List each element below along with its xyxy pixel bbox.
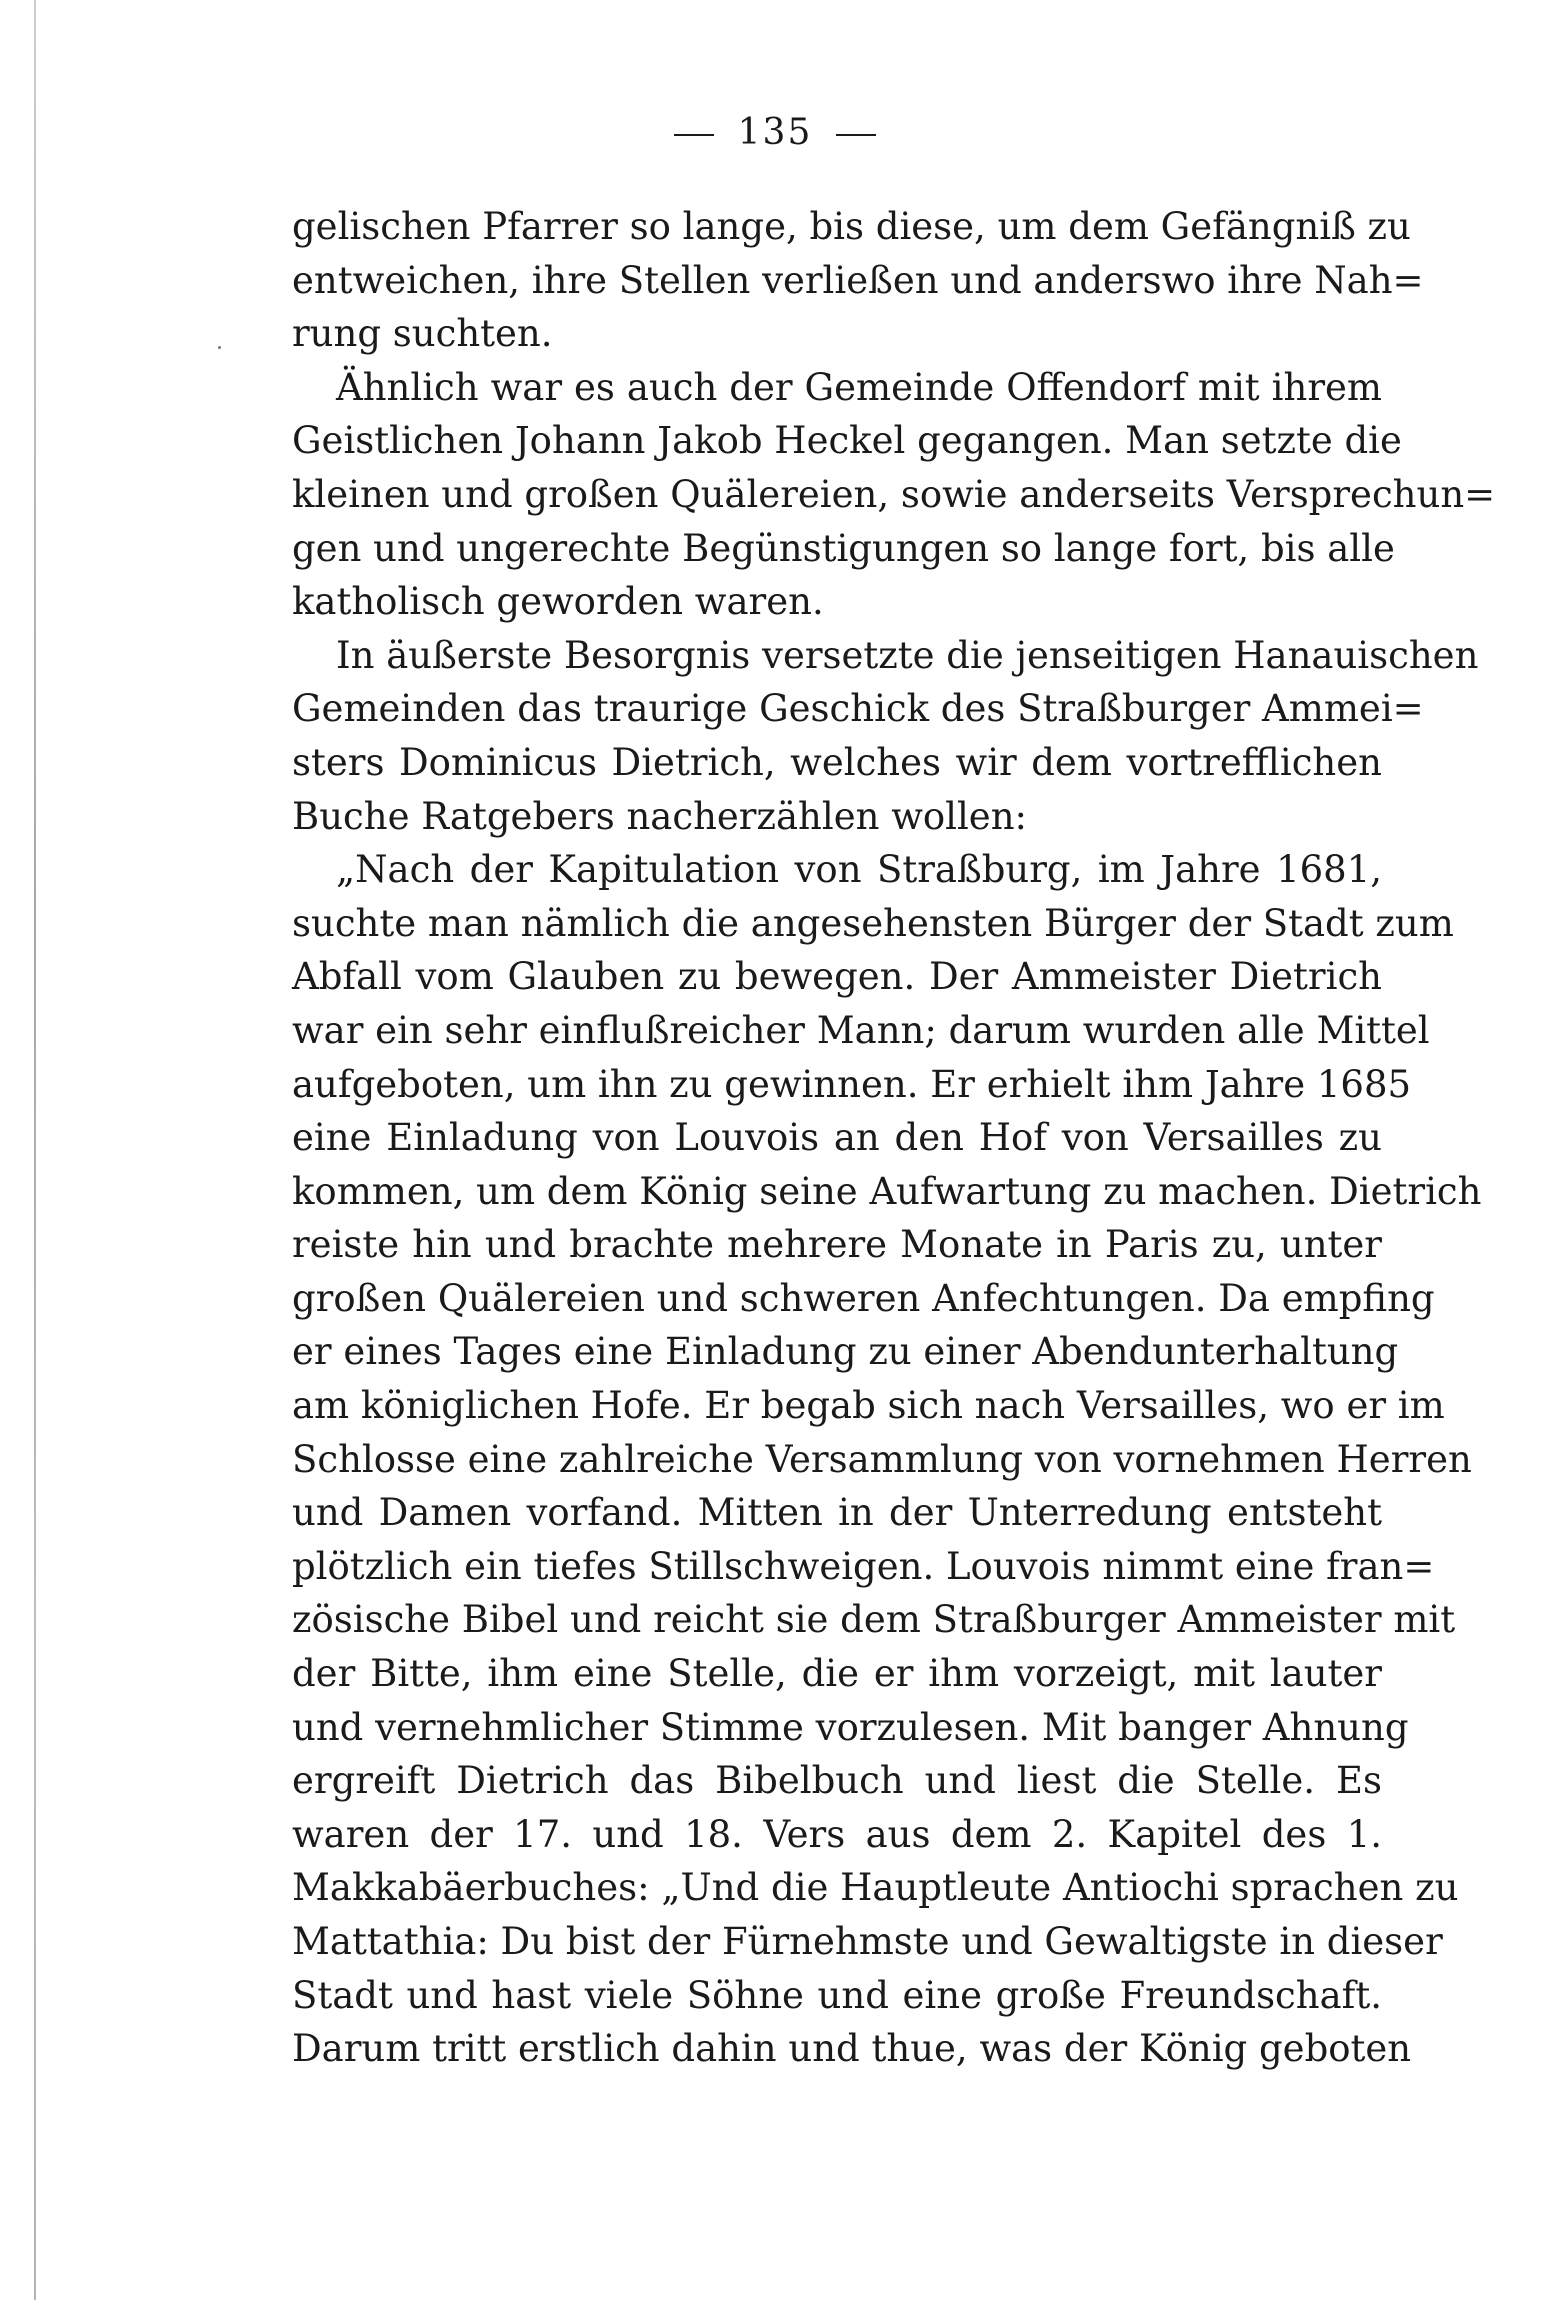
text-line: kleinen und großen Quälereien, sowie anderseits Versprechun=	[292, 472, 1496, 516]
text-line: eine Einladung von Louvois an den Hof von Versailles zu	[292, 1116, 1382, 1160]
page-header	[0, 112, 1550, 153]
text-line: Schlosse eine zahlreiche Versammlung von vornehmen Herren	[292, 1437, 1472, 1481]
text-line: Ähnlich war es auch der Gemeinde Offendorf mit ihrem	[336, 365, 1382, 409]
header-dash-left	[674, 134, 714, 136]
text-line: Makkabäerbuches: „Und die Hauptleute Antiochi sprachen zu	[292, 1866, 1459, 1910]
text-line: katholisch geworden waren.	[292, 580, 824, 624]
paragraph-3	[292, 629, 1479, 843]
paragraph-4	[292, 843, 1482, 2076]
text-line: und Damen vorfand. Mitten in der Unterredung entsteht	[292, 1491, 1382, 1535]
text-line: gen und ungerechte Begünstigungen so lange fort, bis alle	[292, 526, 1395, 570]
paper-speck	[218, 346, 221, 349]
body-text	[292, 200, 1496, 2076]
text-line: sters Dominicus Dietrich, welches wir dem vortrefflichen	[292, 740, 1382, 784]
text-line: plötzlich ein tiefes Stillschweigen. Louvois nimmt eine fran=	[292, 1544, 1435, 1588]
header-dash-right	[836, 134, 876, 136]
text-line: Mattathia: Du bist der Fürnehmste und Gewaltigste in dieser	[292, 1920, 1443, 1963]
text-line: war ein sehr einflußreicher Mann; darum wurden alle Mittel	[292, 1008, 1430, 1052]
text-line: Darum tritt erstlich dahin und thue, was der König geboten	[292, 2027, 1412, 2071]
paragraph-1	[292, 200, 1424, 361]
text-line: Geistlichen Johann Jakob Heckel gegangen. Man setzte die	[292, 419, 1402, 463]
text-line: Buche Ratgebers nacherzählen wollen:	[292, 794, 1027, 838]
text-line: am königlichen Hofe. Er begab sich nach Versailles, wo er im	[292, 1384, 1445, 1428]
text-line: waren der 17. und 18. Vers aus dem 2. Kapitel des 1.	[292, 1812, 1382, 1856]
text-line: zösische Bibel und reicht sie dem Straßburger Ammeister mit	[292, 1598, 1456, 1642]
text-line: Stadt und hast viele Söhne und eine große Freundschaft.	[292, 1973, 1382, 2017]
text-line: In äußerste Besorgnis versetzte die jenseitigen Hanauischen	[336, 633, 1479, 677]
text-line: kommen, um dem König seine Aufwartung zu machen. Dietrich	[292, 1169, 1482, 1213]
page-number: 135	[737, 112, 813, 153]
text-line: Gemeinden das traurige Geschick des Straßburger Ammei=	[292, 687, 1424, 731]
text-line: gelischen Pfarrer so lange, bis diese, um dem Gefängniß zu	[292, 205, 1411, 248]
text-line: großen Quälereien und schweren Anfechtungen. Da empfing	[292, 1276, 1435, 1320]
text-line: „Nach der Kapitulation von Straßburg, im Jahre 1681,	[336, 848, 1382, 892]
text-line: und vernehmlicher Stimme vorzulesen. Mit banger Ahnung	[292, 1705, 1409, 1749]
text-line: rung suchten.	[292, 312, 553, 356]
text-line: ergreift Dietrich das Bibelbuch und liest die Stelle. Es	[292, 1759, 1382, 1803]
text-line: entweichen, ihre Stellen verließen und anderswo ihre Nah=	[292, 258, 1424, 302]
text-line: der Bitte, ihm eine Stelle, die er ihm vorzeigt, mit lauter	[292, 1652, 1382, 1696]
text-line: er eines Tages eine Einladung zu einer Abendunterhaltung	[292, 1330, 1399, 1374]
text-line: aufgeboten, um ihn zu gewinnen. Er erhielt ihm Jahre 1685	[292, 1062, 1412, 1106]
binding-edge-line	[34, 0, 36, 2300]
text-line: reiste hin und brachte mehrere Monate in Paris zu, unter	[292, 1223, 1382, 1267]
text-line: Abfall vom Glauben zu bewegen. Der Ammeister Dietrich	[292, 955, 1382, 999]
text-line: suchte man nämlich die angesehensten Bürger der Stadt zum	[292, 901, 1454, 945]
paragraph-2	[292, 361, 1496, 629]
